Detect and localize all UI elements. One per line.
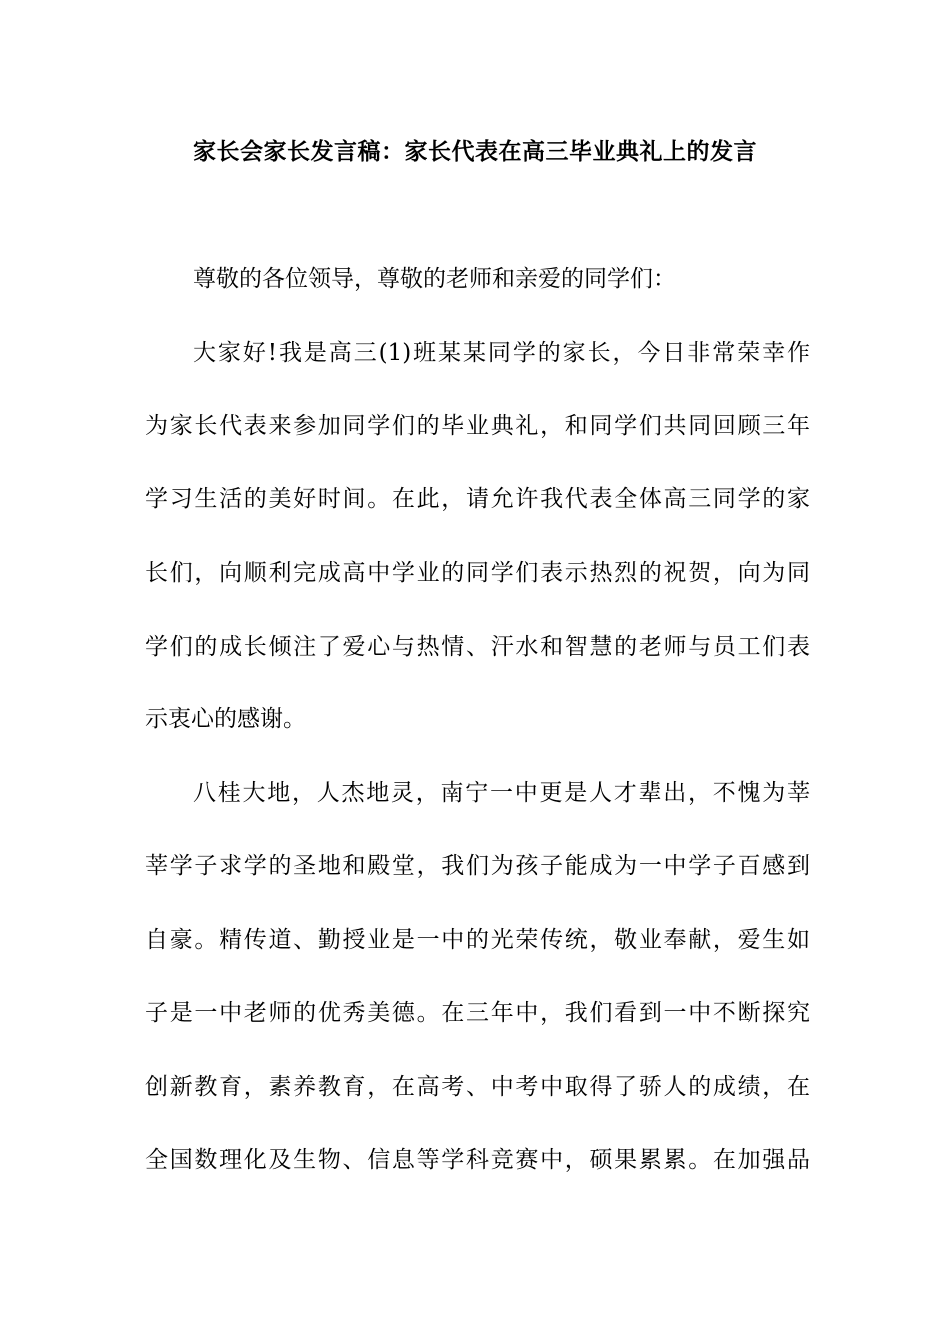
paragraph-line: 学习生活的美好时间。在此，请允许我代表全体高三同学的家 (145, 486, 810, 512)
document-title: 家长会家长发言稿：家长代表在高三毕业典礼上的发言 (193, 138, 757, 165)
paragraph-line: 示衷心的感谢。 (145, 706, 306, 732)
paragraph-line: 全国数理化及生物、信息等学科竞赛中，硕果累累。在加强品 (145, 1147, 810, 1173)
paragraph-line: 莘学子求学的圣地和殿堂，我们为孩子能成为一中学子百感到 (145, 853, 810, 879)
paragraph-line: 大家好!我是高三(1)班某某同学的家长，今日非常荣幸作 (193, 340, 810, 366)
paragraph-line: 八桂大地，人杰地灵，南宁一中更是人才辈出，不愧为莘 (193, 780, 810, 806)
paragraph-line: 自豪。精传道、勤授业是一中的光荣传统，敬业奉献，爱生如 (145, 927, 810, 953)
paragraph-line: 学们的成长倾注了爱心与热情、汗水和智慧的老师与员工们表 (145, 634, 810, 660)
salutation-line: 尊敬的各位领导，尊敬的老师和亲爱的同学们： (193, 266, 676, 292)
paragraph-line: 子是一中老师的优秀美德。在三年中，我们看到一中不断探究 (145, 1000, 810, 1026)
paragraph-line: 长们，向顺利完成高中学业的同学们表示热烈的祝贺，向为同 (145, 560, 810, 586)
paragraph-line: 为家长代表来参加同学们的毕业典礼，和同学们共同回顾三年 (145, 413, 810, 439)
paragraph-line: 创新教育，素养教育，在高考、中考中取得了骄人的成绩，在 (145, 1074, 810, 1100)
